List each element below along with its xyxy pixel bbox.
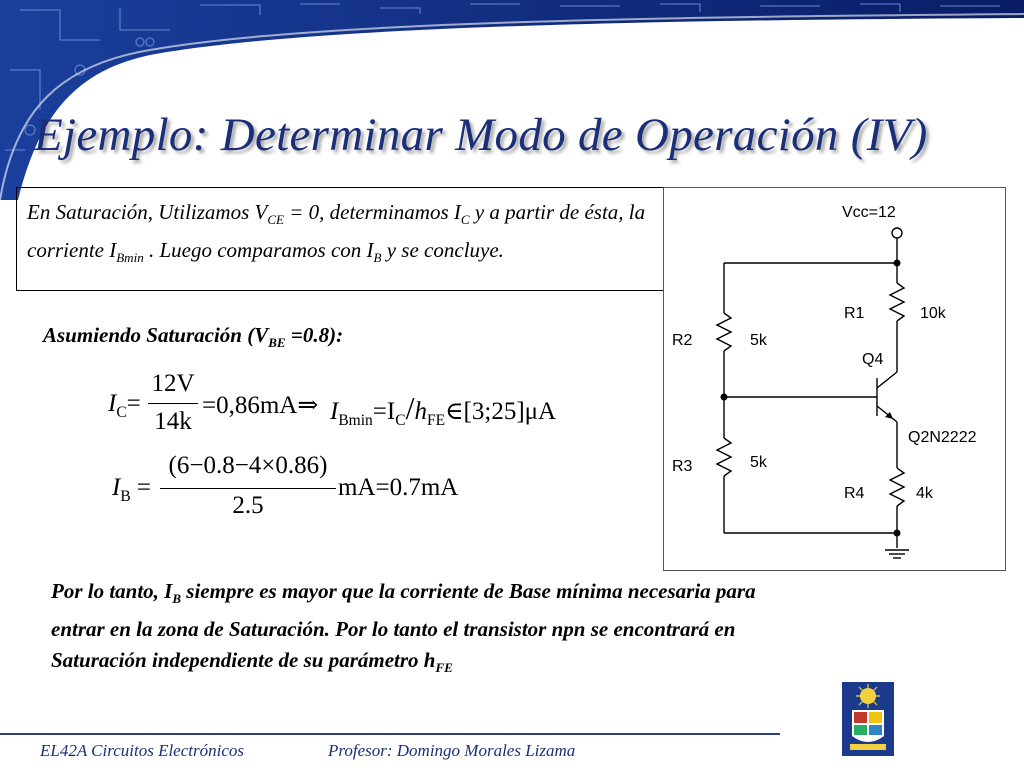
transistor-part: Q2N2222 (908, 429, 977, 446)
r2-value: 5k (750, 332, 767, 349)
footer-divider (0, 733, 780, 735)
slide-title: Ejemplo: Determinar Modo de Operación (IV) (34, 109, 928, 161)
r1-value: 10k (920, 305, 946, 322)
r3-value: 5k (750, 454, 767, 471)
assumption-heading: Asumiendo Saturación $(V_{BE} =0.8)$: (43, 323, 344, 351)
intro-textbox: En Saturación, Utilizamos $V_{CE} = 0$, determinamos $I_C$ y a partir de ésta, la corriente $I_{Bmin}$ . Luego comparamos con $I_B$ y se concluye. (16, 187, 664, 291)
r2-label: R2 (672, 332, 693, 349)
r4-value: 4k (916, 485, 933, 502)
footer-course: EL42A Circuitos Electrónicos (40, 741, 244, 760)
r3-label: R3 (672, 458, 693, 475)
circuit-diagram (663, 187, 1006, 571)
r4-label: R4 (844, 485, 865, 502)
r1-label: R1 (844, 305, 865, 322)
conclusion-text: Por lo tanto, $I_B$ siempre es mayor que la corriente de Base mínima necesaria para entrar en la zona de Saturación. Por lo tanto el transistor npn se encontrará en Saturación independiente de su parámetro $h_{FE}$ (51, 579, 756, 676)
header-banner (0, 0, 1024, 200)
footer-professor: Profesor: Domingo Morales Lizama (328, 741, 576, 760)
vcc-label: Vcc=12 (842, 204, 896, 221)
university-logo (842, 682, 894, 756)
circuit-schematic (664, 188, 1005, 570)
transistor-label: Q4 (862, 351, 884, 368)
